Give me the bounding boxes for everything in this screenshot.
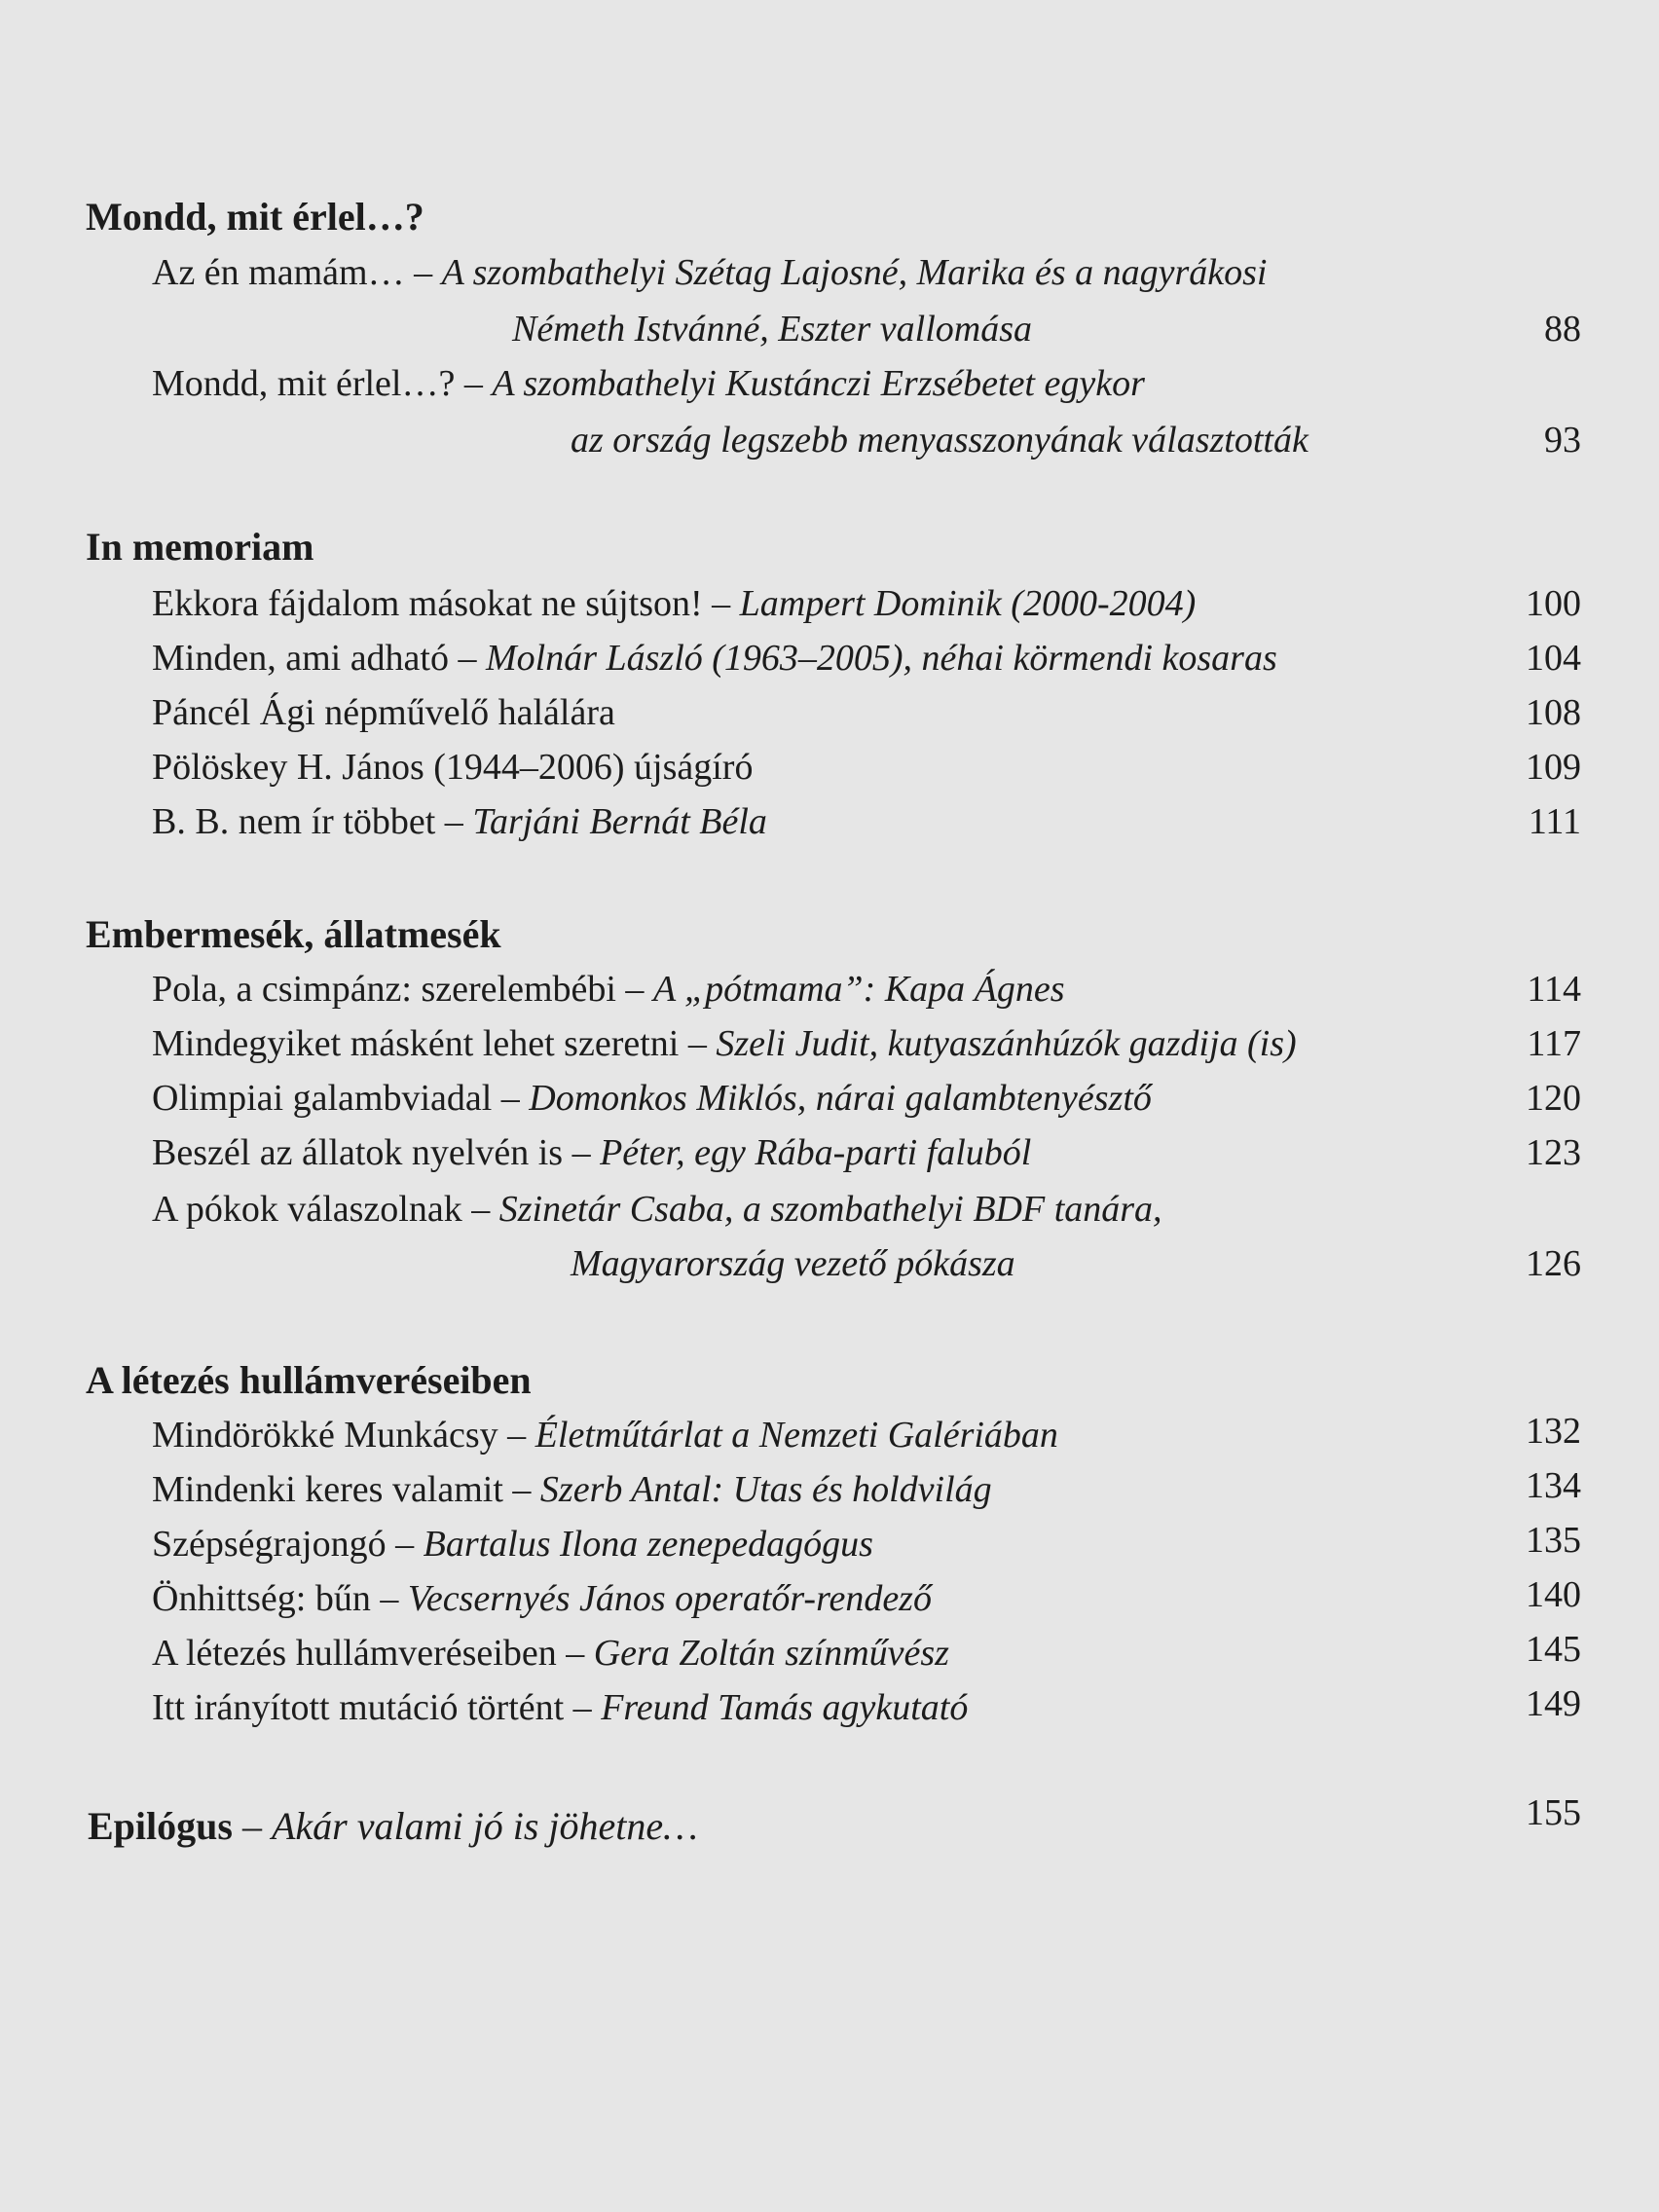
entry-title: Minden, ami adható – [152,638,486,679]
entry-subtitle: Molnár László (1963–2005), néhai körmendi kosaras [485,638,1277,679]
epilogue-title: Epilógus [88,1804,233,1848]
entry-subtitle: Magyarország vezető pókásza [571,1243,1015,1284]
entry-title: A pókok válaszolnak – [152,1189,499,1230]
page-number: 93 [1544,420,1581,461]
toc-entry [152,689,1581,736]
entry-subtitle: Szeli Judit, kutyaszánhúzók gazdija (is) [716,1023,1297,1064]
page-number: 149 [1526,1683,1581,1724]
page-number: 126 [1526,1243,1581,1284]
entry-subtitle: Szinetár Csaba, a szombathelyi BDF tanára, [498,1189,1162,1230]
toc-entry [152,249,1581,296]
toc-entry-continuation [571,1240,1581,1287]
page-number: 109 [1526,747,1581,788]
entry-title: Mindegyiket másként lehet szeretni – [152,1023,717,1064]
page-number: 132 [1526,1411,1581,1452]
toc-entry [152,635,1581,682]
entry-title: Mindenki keres valamit – [152,1469,540,1510]
toc-entry [152,1020,1581,1067]
section-heading: A létezés hullámveréseiben [86,1358,532,1402]
entry-subtitle: A „pótmama”: Kapa Ágnes [652,969,1065,1010]
toc-entry [152,1412,1581,1458]
epilogue-entry [88,1803,698,1850]
entry-title: Mondd, mit érlel…? – [152,363,493,404]
toc-entry [152,1521,1581,1567]
page-number: 117 [1527,1023,1581,1064]
section-heading: Embermesék, állatmesék [86,912,501,956]
entry-subtitle: Németh Istvánné, Eszter vallomása [512,309,1033,350]
page-number: 114 [1527,969,1581,1010]
entry-title: B. B. nem ír többet – [152,801,473,842]
page-number: 88 [1544,309,1581,350]
epilogue-dash: – [232,1804,272,1848]
toc-entry [152,966,1581,1013]
epilogue-subtitle: Akár valami jó is jöhetne… [271,1804,698,1848]
entry-subtitle: Lampert Dominik (2000-2004) [739,583,1197,624]
page-number: 134 [1526,1465,1581,1506]
toc-entry [152,1186,1581,1233]
toc-entry [152,580,1581,627]
page-number: 108 [1526,692,1581,733]
page-number: 111 [1528,801,1581,842]
page-number: 123 [1526,1132,1581,1173]
toc-entry [152,1575,1581,1622]
entry-subtitle: Péter, egy Rába-parti faluból [600,1132,1032,1173]
toc-entry [152,360,1581,407]
toc-entry [152,1129,1581,1176]
entry-subtitle: az ország legszebb menyasszonyának választották [571,420,1309,461]
entry-subtitle: Bartalus Ilona zenepedagógus [423,1524,873,1565]
page-number: 104 [1526,638,1581,679]
page-number: 140 [1526,1574,1581,1615]
page-number: 100 [1526,583,1581,624]
entry-title: Beszél az állatok nyelvén is – [152,1132,601,1173]
entry-subtitle: A szombathelyi Szétag Lajosné, Marika és a nagyrákosi [441,252,1268,293]
toc-entry [152,1466,1581,1513]
entry-title: A létezés hullámveréseiben – [152,1633,594,1674]
entry-subtitle: Vecsernyés János operatőr-rendező [407,1578,932,1619]
entry-title: Itt irányított mutáció történt – [152,1687,602,1728]
entry-title: Az én mamám… – [152,252,442,293]
entry-subtitle: A szombathelyi Kustánczi Erzsébetet egykor [492,363,1145,404]
page-number: 155 [1526,1792,1581,1833]
entry-subtitle: Domonkos Miklós, nárai galambtenyésztő [529,1078,1152,1119]
page-number: 120 [1526,1078,1581,1119]
entry-title: Pölöskey H. János (1944–2006) újságíró [152,747,754,788]
entry-title: Páncél Ági népművelő halálára [152,692,615,733]
entry-subtitle: Freund Tamás agykutató [601,1687,969,1728]
entry-title: Önhittség: bűn – [152,1578,408,1619]
toc-entry [152,1075,1581,1122]
toc-entry [152,798,1581,845]
page-number: 135 [1526,1520,1581,1561]
entry-subtitle: Gera Zoltán színművész [593,1633,949,1674]
toc-entry [152,1684,1581,1731]
toc-entry [152,744,1581,791]
toc-entry-continuation [571,417,1581,463]
section-heading: In memoriam [86,525,314,569]
toc-entry [152,1630,1581,1677]
entry-title: Mindörökké Munkácsy – [152,1415,535,1456]
section-heading: Mondd, mit érlel…? [86,195,424,239]
entry-title: Szépségrajongó – [152,1524,424,1565]
entry-subtitle: Életműtárlat a Nemzeti Galériában [535,1415,1058,1456]
entry-title: Olimpiai galambviadal – [152,1078,530,1119]
entry-title: Pola, a csimpánz: szerelembébi – [152,969,653,1010]
entry-subtitle: Tarjáni Bernát Béla [472,801,767,842]
entry-subtitle: Szerb Antal: Utas és holdvilág [539,1469,992,1510]
entry-title: Ekkora fájdalom másokat ne sújtson! – [152,583,740,624]
toc-entry-continuation [512,306,1581,352]
page-number: 145 [1526,1629,1581,1670]
